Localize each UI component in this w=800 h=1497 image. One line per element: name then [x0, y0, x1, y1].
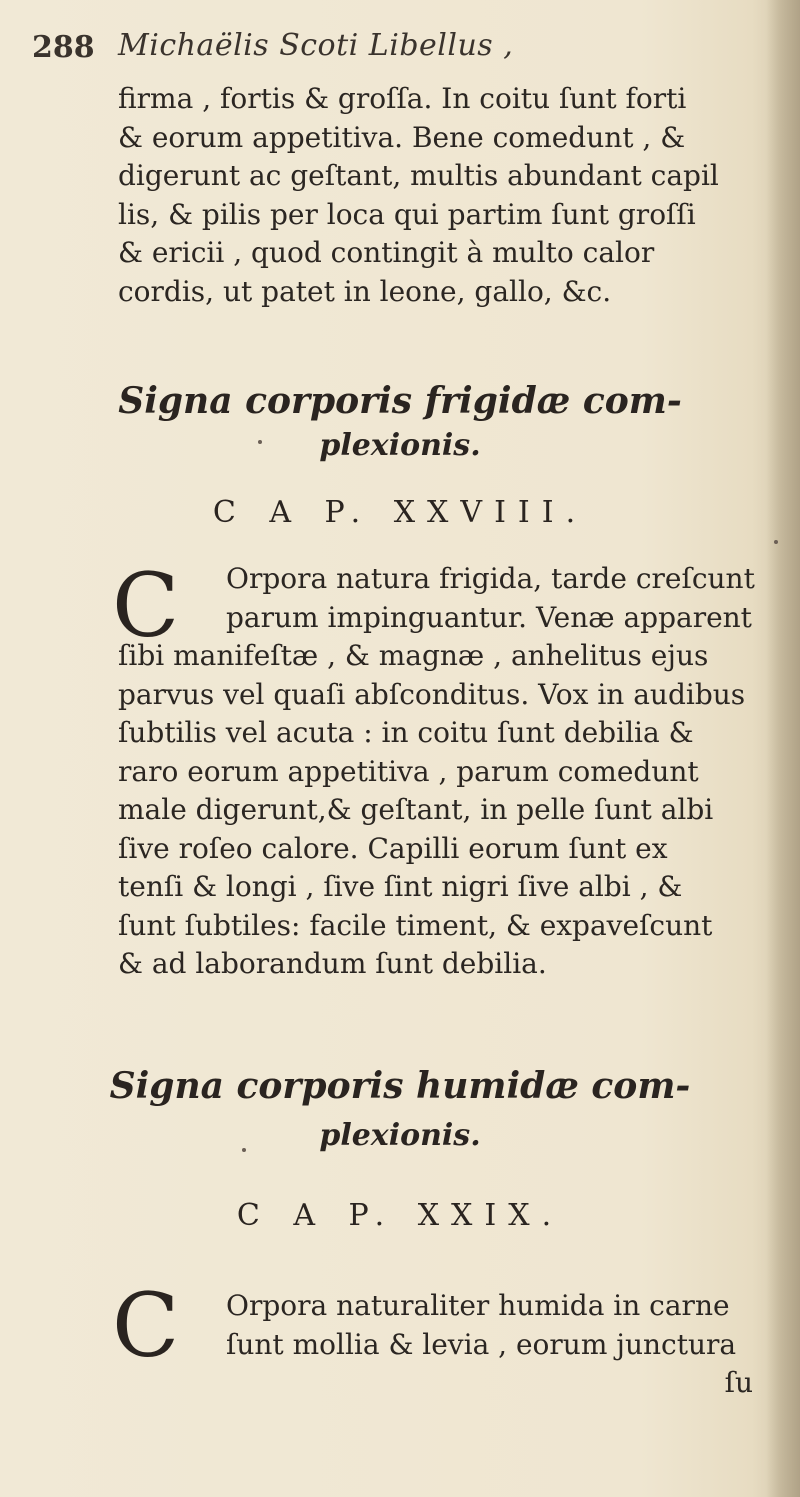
text-line: ſibi manifeſtæ , & magnæ , anhelitus ejus — [118, 639, 709, 672]
text-line: digerunt ac geſtant, multis abundant capil — [118, 159, 719, 192]
paragraph-humidae — [118, 1287, 773, 1403]
paragraph-continuation — [118, 80, 773, 311]
text-line: cordis, ut patet in leone, gallo, &c. — [118, 274, 612, 308]
running-title: Michaëlis Scoti Libellus , — [118, 28, 514, 63]
drop-capital: C — [112, 1274, 180, 1377]
text-line: & eorum appetitiva. Bene comedunt , & — [118, 120, 686, 154]
text-line: lis, & pilis per loca qui partim ſunt groſſi — [118, 197, 696, 231]
text-line: ſu — [724, 1366, 753, 1399]
text-line: ſive roſeo calore. Capilli eorum ſunt ex — [118, 831, 668, 865]
text-line: firma , fortis & groſſa. In coitu ſunt forti — [118, 82, 687, 115]
section-title-frigidae: Signa corporis frigidæ com- — [118, 380, 682, 422]
paper-speck — [774, 540, 778, 544]
text-line: Orpora naturaliter humida in carne — [226, 1289, 730, 1322]
paper-speck — [242, 1148, 246, 1152]
text-line: ſunt mollia & levia , eorum junctura — [226, 1327, 737, 1361]
chapter-heading-xxix: C A P. XXIX. — [236, 1198, 564, 1233]
text-line: ſubtilis vel acuta : in coitu ſunt debilia & — [118, 716, 694, 749]
section-subtitle-humidae: plexionis. — [319, 1118, 481, 1153]
text-line: parum impinguantur. Venæ apparent — [226, 600, 752, 634]
text-line: & ad laborandum ſunt debilia. — [118, 947, 547, 980]
text-line: raro eorum appetitiva , parum comedunt — [118, 754, 699, 788]
section-title-humidae: Signa corporis humidæ com- — [109, 1065, 691, 1107]
paragraph-frigidae — [118, 560, 773, 984]
text-line: parvus vel quaſi abſconditus. Vox in audibus — [118, 677, 746, 711]
text-line: & ericii , quod contingit à multo calor — [118, 236, 655, 269]
section-subtitle-frigidae: plexionis. — [319, 428, 481, 463]
text-line: ſunt ſubtiles: facile timent, & expaveſcunt — [118, 908, 713, 942]
text-line: male digerunt,& geſtant, in pelle ſunt albi — [118, 793, 714, 826]
text-line: tenſi & longi , ſive ſint nigri ſive albi , & — [118, 870, 683, 903]
text-line: Orpora natura frigida, tarde creſcunt — [226, 562, 755, 595]
drop-capital: C — [112, 554, 180, 657]
paper-speck — [258, 440, 262, 444]
chapter-heading-xxviii: C A P. XXVIII. — [212, 495, 588, 530]
page-number: 288 — [32, 30, 95, 65]
